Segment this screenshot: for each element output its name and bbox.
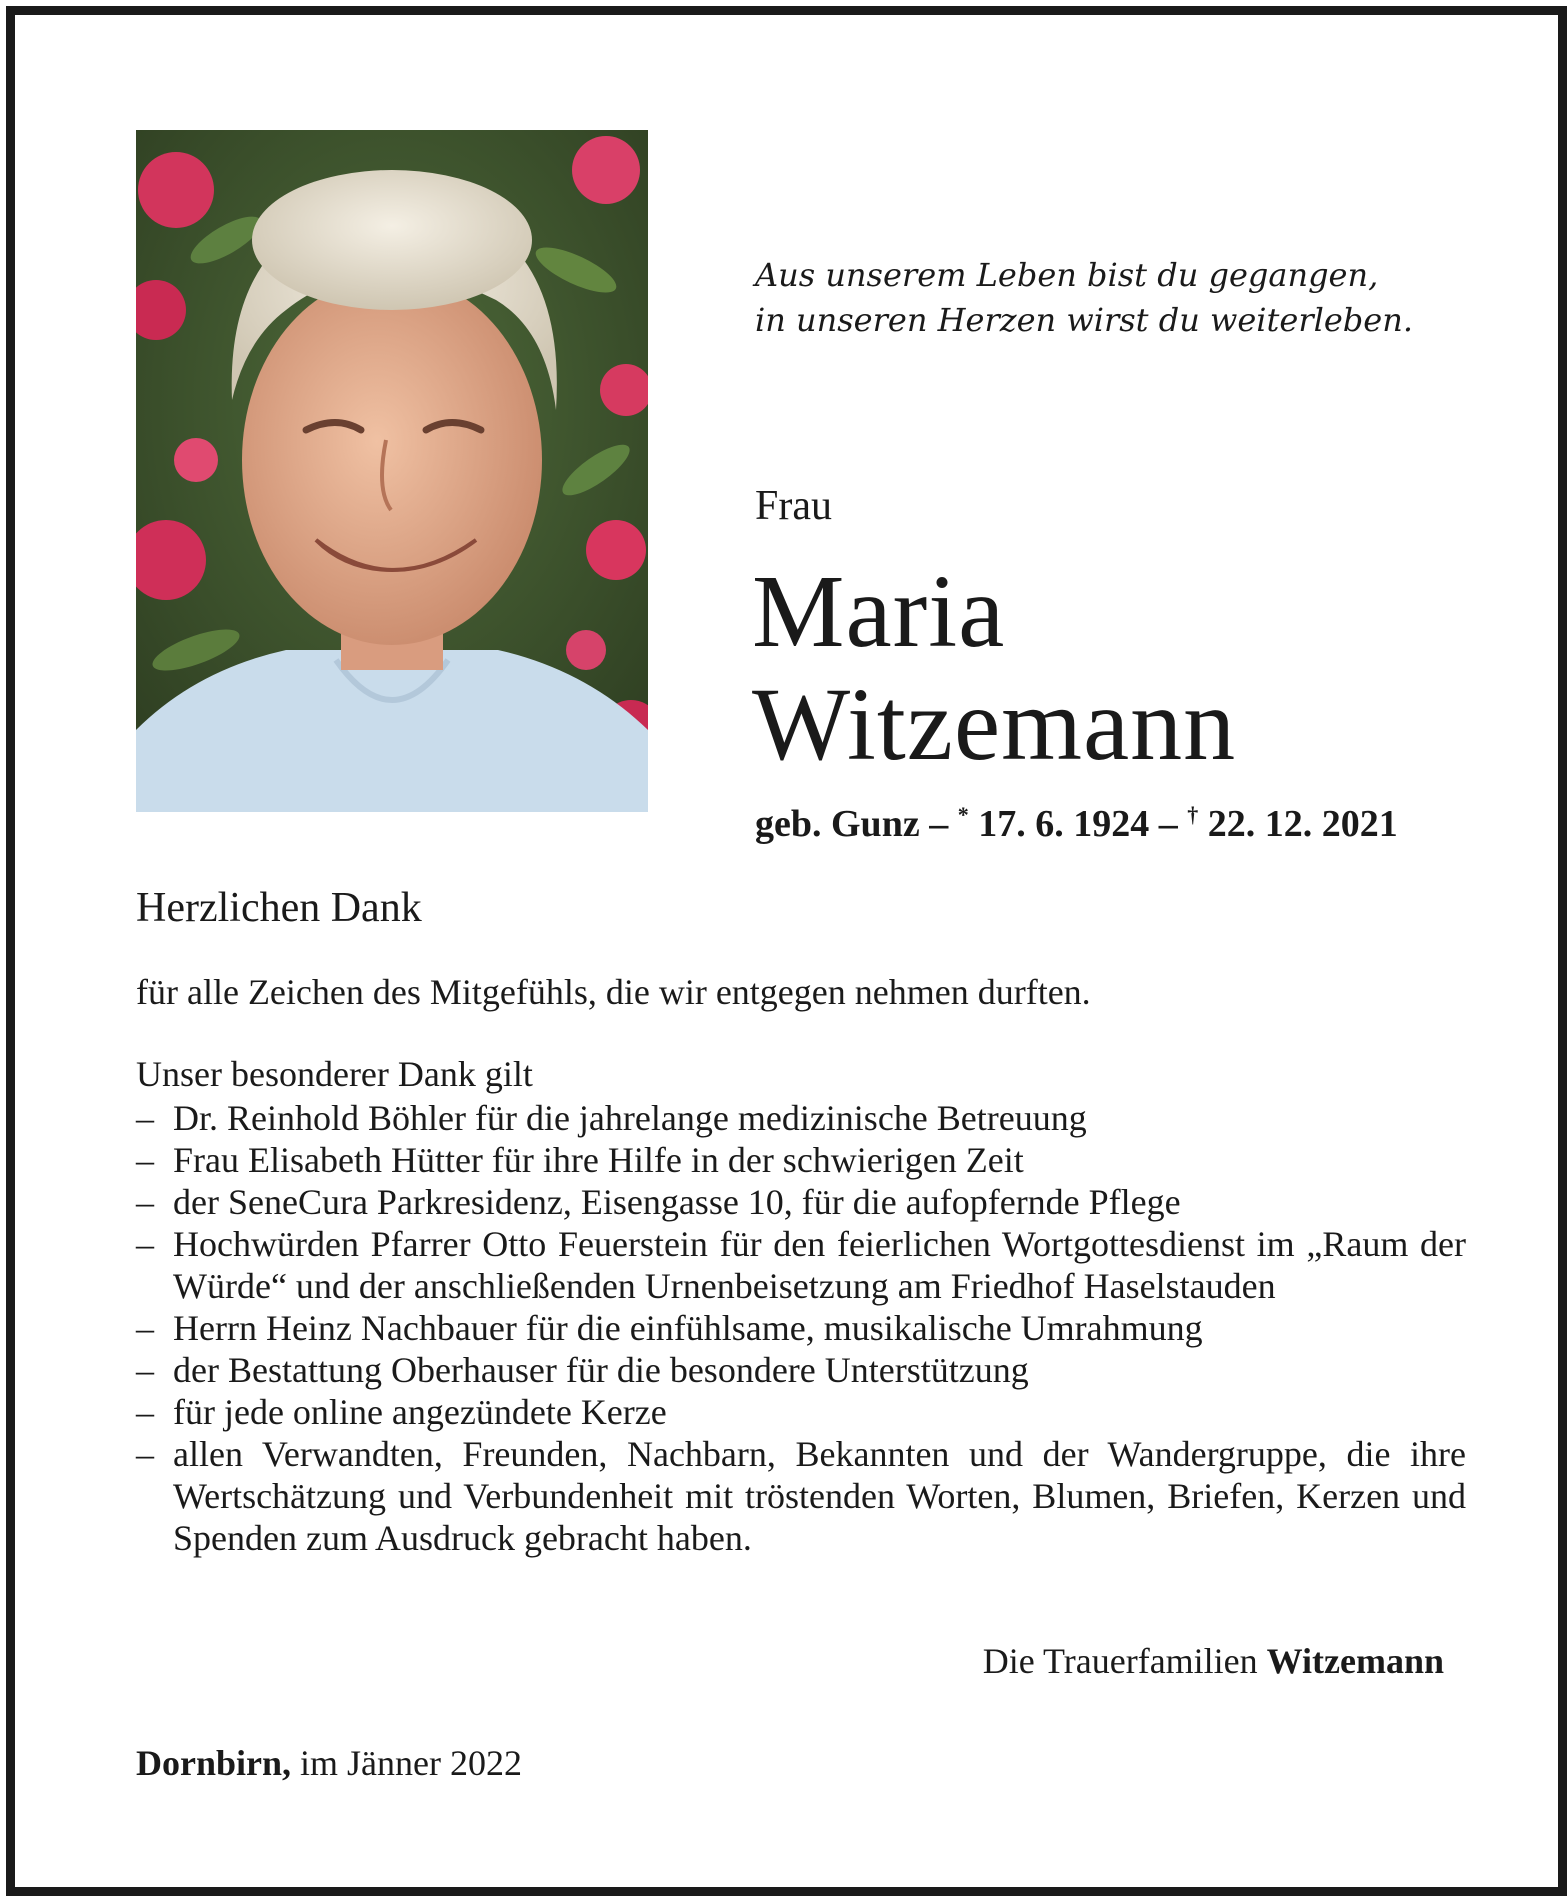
place-and-date: [136, 1742, 522, 1784]
list-item: – für jede online angezündete Kerze: [136, 1391, 1466, 1433]
list-item: – der SeneCura Parkresidenz, Eisengasse 10, für die aufopfernde Pflege: [136, 1181, 1466, 1223]
life-dates: [755, 793, 1398, 846]
signature-prefix: Die Trauerfamilien: [982, 1641, 1267, 1681]
list-item: – allen Verwandten, Freunden, Nachbarn, Bekannten und der Wandergruppe, die ihre Wertschätzung und Verbundenheit mit tröstenden Worten, Blumen, Briefen, Kerzen und Spenden zum Ausdruck gebracht haben.: [136, 1433, 1466, 1559]
thanks-heading: Herzlichen Dank: [136, 885, 422, 931]
death-symbol: †: [1187, 802, 1199, 827]
obituary-notice: [15, 15, 1558, 1887]
list-item: – Dr. Reinhold Böhler für die jahrelange medizinische Betreuung: [136, 1097, 1466, 1139]
salutation: Frau: [755, 483, 832, 529]
notice-date: im Jänner 2022: [291, 1743, 522, 1783]
quote-line-2: in unseren Herzen wirst du weiterleben.: [755, 301, 1413, 339]
family-signature: [983, 1640, 1444, 1682]
birth-symbol: *: [957, 802, 969, 827]
deceased-name: [752, 555, 1236, 781]
last-name: Witzemann: [752, 667, 1237, 782]
list-item: – Hochwürden Pfarrer Otto Feuerstein für den feierlichen Wortgottesdienst im „Raum der Würde“ und der anschließenden Urnenbeisetzung am Friedhof Haselstauden: [136, 1223, 1466, 1307]
family-name: Witzemann: [1266, 1641, 1444, 1681]
first-name: Maria: [752, 554, 1006, 669]
thanks-list: [136, 1097, 1466, 1559]
maiden-name: geb. Gunz –: [755, 803, 958, 845]
special-thanks-intro: Unser besonderer Dank gilt: [136, 1054, 533, 1094]
memorial-quote: [755, 253, 1455, 343]
list-item: – Frau Elisabeth Hütter für ihre Hilfe in der schwierigen Zeit: [136, 1139, 1466, 1181]
thanks-intro: für alle Zeichen des Mitgefühls, die wir entgegen nehmen durften.: [136, 972, 1091, 1012]
birth-date: 17. 6. 1924 –: [968, 803, 1188, 845]
list-item: – der Bestattung Oberhauser für die besondere Unterstützung: [136, 1349, 1466, 1391]
quote-line-1: Aus unserem Leben bist du gegangen,: [755, 256, 1379, 294]
city: Dornbirn,: [136, 1743, 292, 1783]
notice-border: [6, 6, 1567, 1896]
list-item: – Herrn Heinz Nachbauer für die einfühlsame, musikalische Umrahmung: [136, 1307, 1466, 1349]
portrait-photo: [136, 130, 648, 812]
portrait-illustration: [136, 130, 648, 812]
death-date: 22. 12. 2021: [1198, 803, 1398, 845]
